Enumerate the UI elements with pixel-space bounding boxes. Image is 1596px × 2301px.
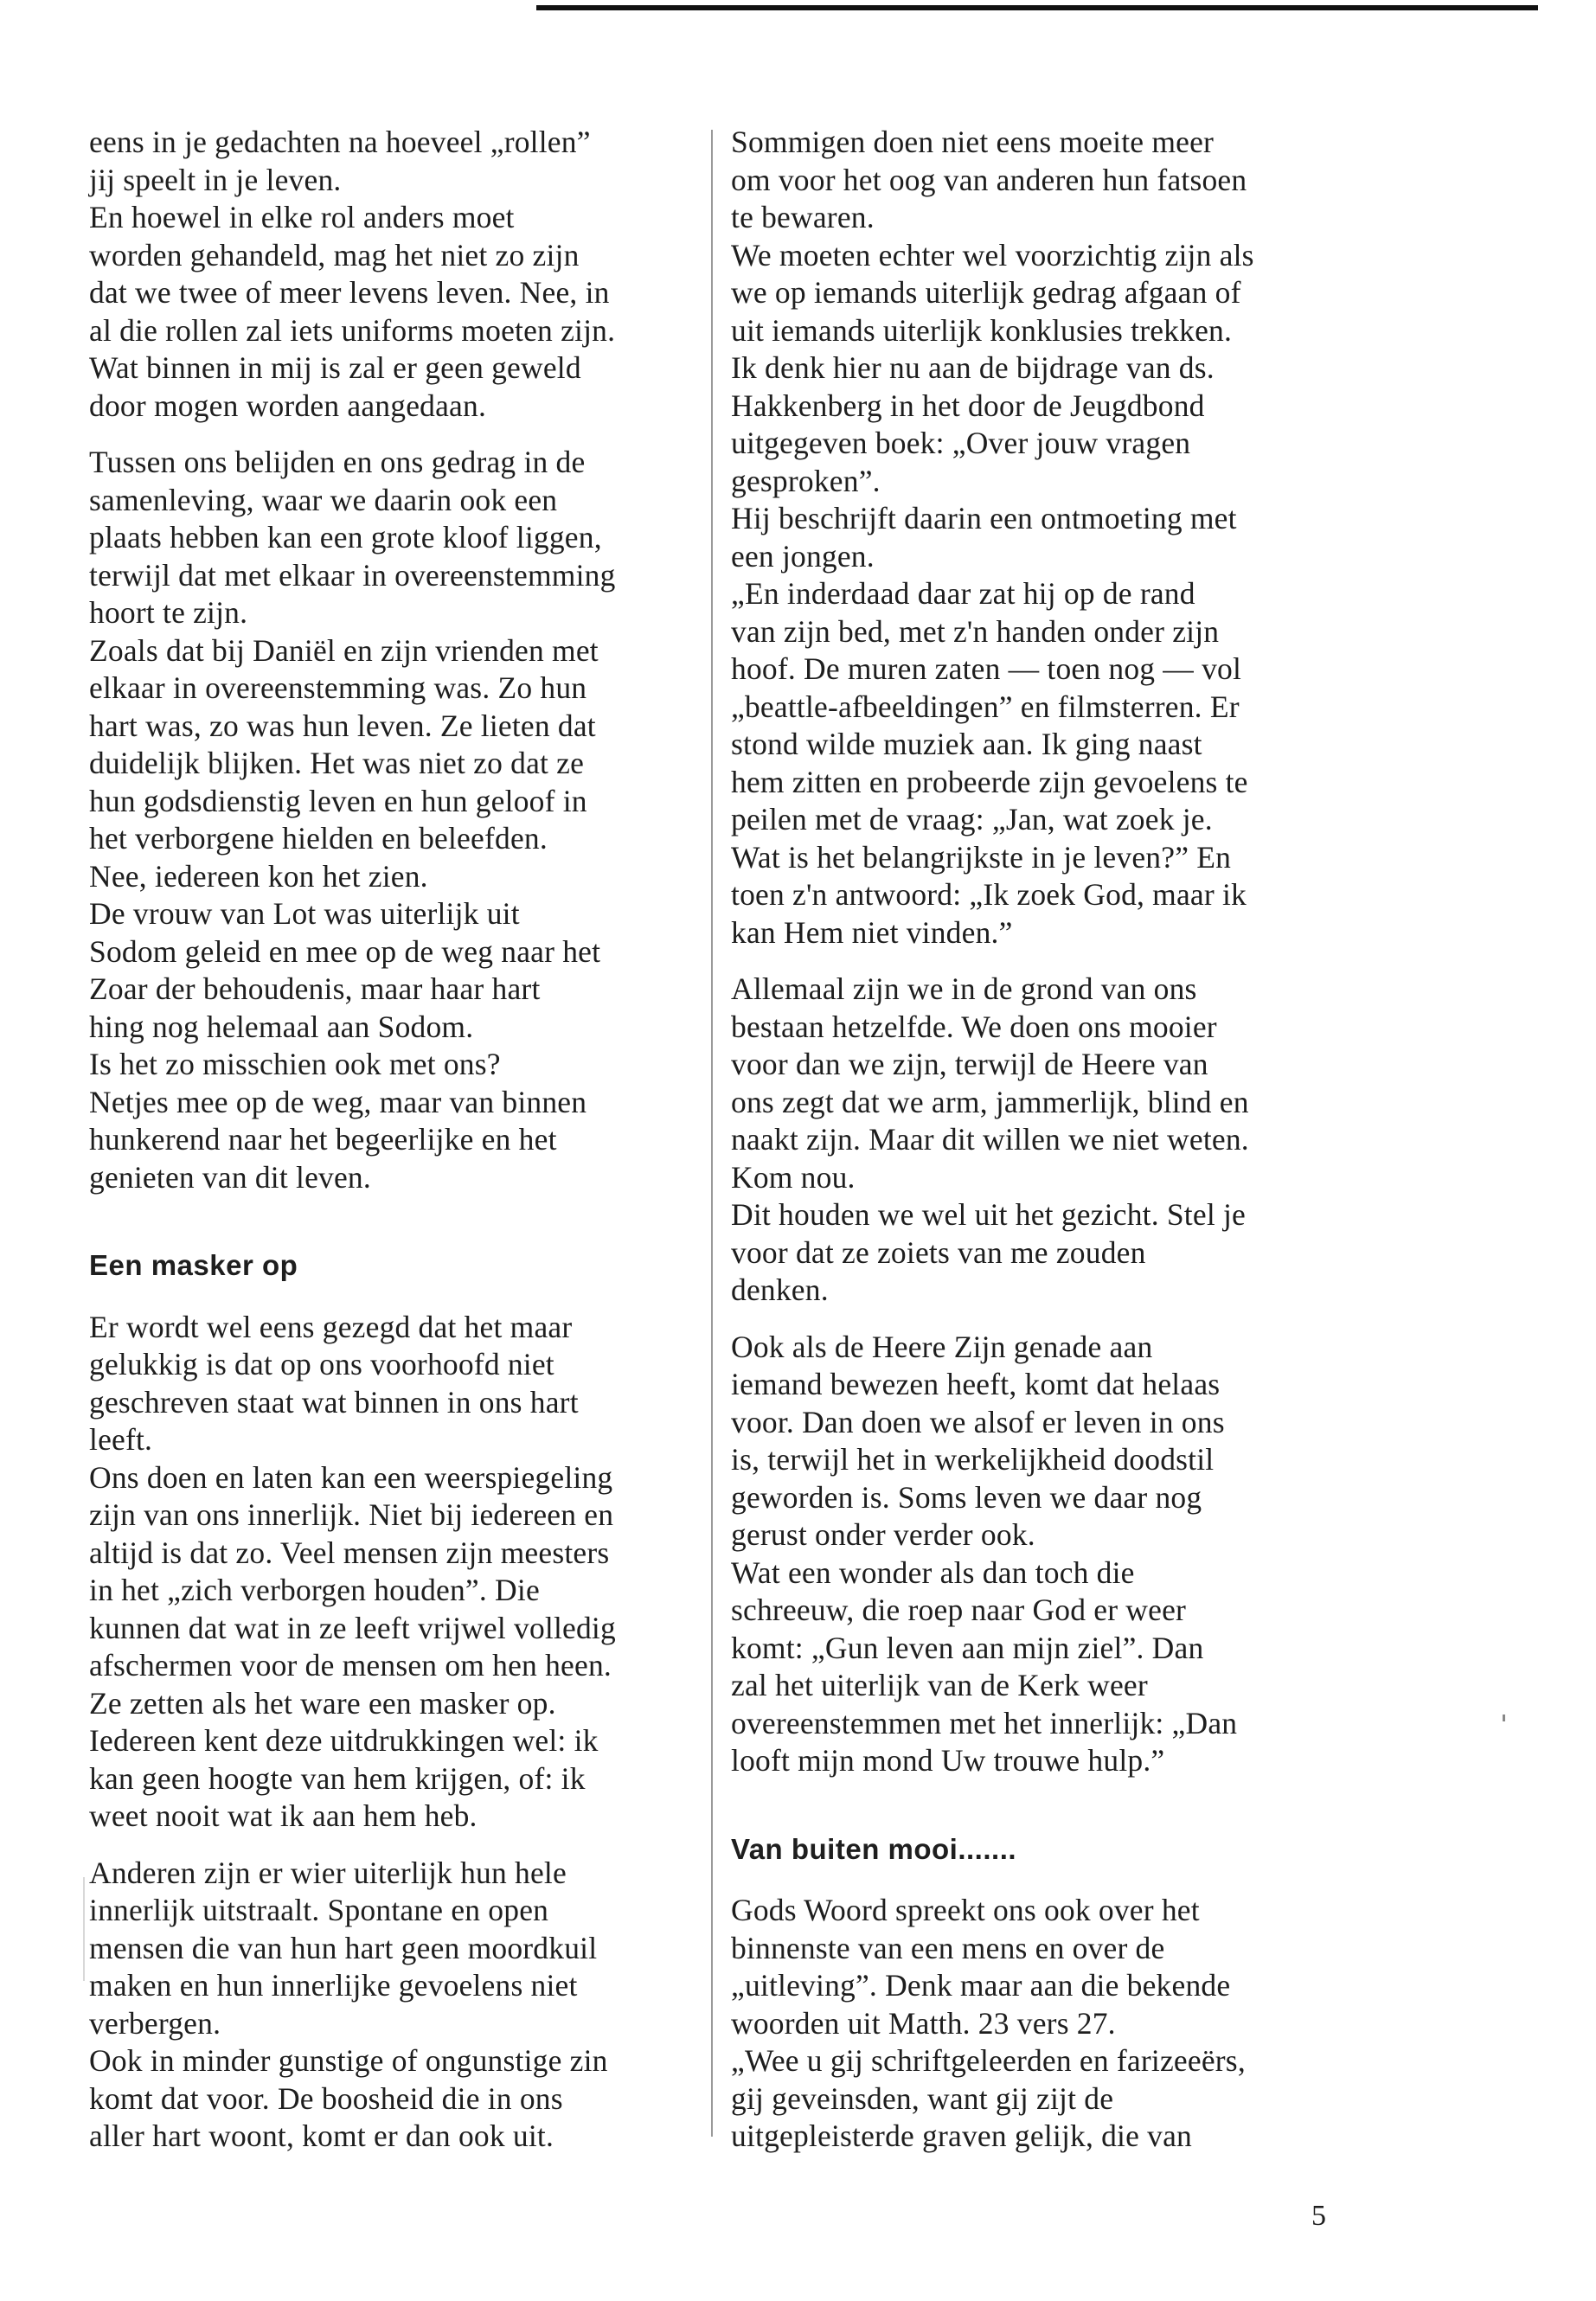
text-line: Allemaal zijn we in de grond van ons [731,971,1197,1006]
text-line: worden gehandeld, mag het niet zo zijn [89,237,580,272]
text-line: kunnen dat wat in ze leeft vrijwel volledig [89,1610,616,1645]
text-line: gesproken”. [731,463,881,498]
section-heading: Een masker op [89,1249,298,1281]
text-line: eens in je gedachten na hoeveel „rollen” [89,125,591,159]
text-line: „Wee u gij schriftgeleerden en farizeeërs, [731,2043,1246,2078]
text-line: woorden uit Matth. 23 vers 27. [731,2005,1116,2041]
text-line: komt: „Gun leven aan mijn ziel”. Dan [731,1630,1204,1665]
text-line: kan geen hoogte van hem krijgen, of: ik [89,1760,586,1796]
text-line: Wat is het belangrijkste in je leven?” En [731,839,1232,875]
text-line: elkaar in overeenstemming was. Zo hun [89,670,587,705]
text-line: voor dan we zijn, terwijl de Heere van [731,1047,1208,1081]
text-line: Ik denk hier nu aan de bijdrage van ds. [731,350,1215,385]
margin-mark [83,1877,85,1981]
text-line: Ook in minder gunstige of ongunstige zin [89,2043,608,2078]
column-divider [711,130,713,2137]
text-line: overeenstemmen met het innerlijk: „Dan [731,1705,1238,1740]
text-line: om voor het oog van anderen hun fatsoen [731,162,1247,197]
text-line: Ons doen en laten kan een weerspiegeling [89,1459,613,1495]
text-line: gerust onder verder ook. [731,1517,1035,1552]
text-line: toen z'n antwoord: „Ik zoek God, maar ik [731,877,1247,912]
text-line: Anderen zijn er wier uiterlijk hun hele [89,1855,567,1890]
text-line: zal het uiterlijk van de Kerk weer [731,1668,1148,1702]
text-line: komt dat voor. De boosheid die in ons [89,2080,563,2116]
text-line: we op iemands uiterlijk gedrag afgaan of [731,275,1241,310]
paragraph [731,971,1354,1310]
text-line: Dit houden we wel uit het gezicht. Stel je [731,1197,1246,1232]
paragraph [731,1329,1354,1780]
text-line: denken. [731,1272,829,1307]
text-line: „En inderdaad daar zat hij op de rand [731,576,1195,611]
text-line: voor dat ze zoiets van me zouden [731,1234,1146,1270]
paragraph [89,444,712,1196]
text-line: Hij beschrijft daarin een ontmoeting met [731,501,1237,535]
text-line: Ook als de Heere Zijn genade aan [731,1329,1153,1364]
text-line: Zoar der behoudenis, maar haar hart [89,971,541,1006]
text-line: aller hart woont, komt er dan ook uit. [89,2118,554,2153]
text-line: Wat een wonder als dan toch die [731,1554,1135,1590]
text-line: Is het zo misschien ook met ons? [89,1047,501,1081]
text-line: We moeten echter wel voorzichtig zijn als [731,237,1254,272]
text-line: voor. Dan doen we alsof er leven in ons [731,1404,1225,1439]
text-line: genieten van dit leven. [89,1159,371,1195]
text-line: altijd is dat zo. Veel mensen zijn meesters [89,1535,610,1570]
text-line: Iedereen kent deze uitdrukkingen wel: ik [89,1723,599,1758]
text-line: uitgepleisterde graven gelijk, die van [731,2118,1193,2153]
section-heading: Van buiten mooi....... [731,1832,1017,1865]
text-line: „beattle-afbeeldingen” en filmsterren. Er [731,689,1240,724]
text-line: ons zegt dat we arm, jammerlijk, blind en [731,1084,1249,1119]
text-line: hun godsdienstig leven en hun geloof in [89,783,587,818]
stray-mark [1503,1715,1505,1721]
text-line: terwijl dat met elkaar in overeenstemming [89,557,616,593]
text-line: En hoewel in elke rol anders moet [89,200,515,234]
text-line: iemand bewezen heeft, komt dat helaas [731,1367,1221,1401]
text-line: gij geveinsden, want gij zijt de [731,2080,1114,2116]
paragraph [89,124,712,425]
text-line: Tussen ons belijden en ons gedrag in de [89,445,586,479]
text-line: hoort te zijn. [89,595,248,630]
text-line: uit iemands uiterlijk konklusies trekken. [731,312,1233,348]
text-line: door mogen worden aangedaan. [89,388,487,423]
text-line: zijn van ons innerlijk. Niet bij iedereen en [89,1497,614,1532]
text-line: innerlijk uitstraalt. Spontane en open [89,1893,549,1927]
text-line: Ze zetten als het ware een masker op. [89,1685,556,1721]
paragraph [89,1309,712,1836]
text-line: Sommigen doen niet eens moeite meer [731,125,1215,159]
left-column [89,124,712,2175]
text-line: kan Hem niet vinden.” [731,914,1013,950]
text-line: het verborgene hielden en beleefden. [89,821,548,856]
text-line: is, terwijl het in werkelijkheid doodstil [731,1442,1215,1477]
text-line: een jongen. [731,538,875,574]
text-line: stond wilde muziek aan. Ik ging naast [731,727,1202,761]
text-line: Nee, iedereen kon het zien. [89,858,428,894]
right-column [731,124,1354,2175]
text-line: samenleving, waar we daarin ook een [89,482,558,517]
text-line: gelukkig is dat op ons voorhoofd niet [89,1347,554,1381]
paragraph [731,1892,1354,2156]
paragraph [731,124,1354,952]
text-line: De vrouw van Lot was uiterlijk uit [89,896,520,931]
text-line: peilen met de vraag: „Jan, wat zoek je. [731,802,1213,836]
text-line: Zoals dat bij Daniël en zijn vrienden met [89,632,599,668]
text-line: Gods Woord spreekt ons ook over het [731,1893,1200,1927]
text-line: Hakkenberg in het door de Jeugdbond [731,388,1205,423]
text-line: mensen die van hun hart geen moordkuil [89,1930,598,1965]
paragraph [89,1855,712,2156]
text-line: hoof. De muren zaten — toen nog — vol [731,651,1242,686]
text-line: afschermen voor de mensen om hen heen. [89,1648,612,1682]
text-line: hing nog helemaal aan Sodom. [89,1009,474,1044]
text-line: geworden is. Soms leven we daar nog [731,1479,1202,1515]
text-line: geschreven staat wat binnen in ons hart [89,1384,579,1420]
text-line: leeft. [89,1422,153,1457]
text-line: uitgegeven boek: „Over jouw vragen [731,426,1191,460]
text-line: verbergen. [89,2005,221,2041]
text-line: Wat binnen in mij is zal er geen geweld [89,350,581,385]
text-line: bestaan hetzelfde. We doen ons mooier [731,1009,1217,1044]
text-line: looft mijn mond Uw trouwe hulp.” [731,1743,1165,1778]
text-line: te bewaren. [731,200,875,234]
text-line: jij speelt in je leven. [89,162,342,197]
text-line: hart was, zo was hun leven. Ze lieten dat [89,708,596,743]
text-line: schreeuw, die roep naar God er weer [731,1593,1187,1627]
text-line: maken en hun innerlijke gevoelens niet [89,1968,578,2003]
text-line: Kom nou. [731,1159,856,1195]
text-line: al die rollen zal iets uniforms moeten zijn. [89,312,616,348]
text-line: hem zitten en probeerde zijn gevoelens te [731,764,1248,799]
text-line: dat we twee of meer levens leven. Nee, in [89,275,610,310]
text-line: binnenste van een mens en over de [731,1930,1165,1965]
text-line: hunkerend naar het begeerlijke en het [89,1122,557,1157]
text-line: „uitleving”. Denk maar aan die bekende [731,1968,1231,2003]
text-line: Netjes mee op de weg, maar van binnen [89,1084,587,1119]
text-line: duidelijk blijken. Het was niet zo dat ze [89,746,585,780]
text-line: Sodom geleid en mee op de weg naar het [89,933,601,969]
text-line: plaats hebben kan een grote kloof liggen, [89,520,602,554]
text-line: weet nooit wat ik aan hem heb. [89,1798,478,1833]
top-rule [536,5,1538,10]
page-number: 5 [1311,2200,1326,2232]
text-line: in het „zich verborgen houden”. Die [89,1573,540,1607]
text-line: naakt zijn. Maar dit willen we niet weten. [731,1122,1249,1157]
text-line: van zijn bed, met z'n handen onder zijn [731,613,1220,649]
text-line: Er wordt wel eens gezegd dat het maar [89,1309,573,1344]
